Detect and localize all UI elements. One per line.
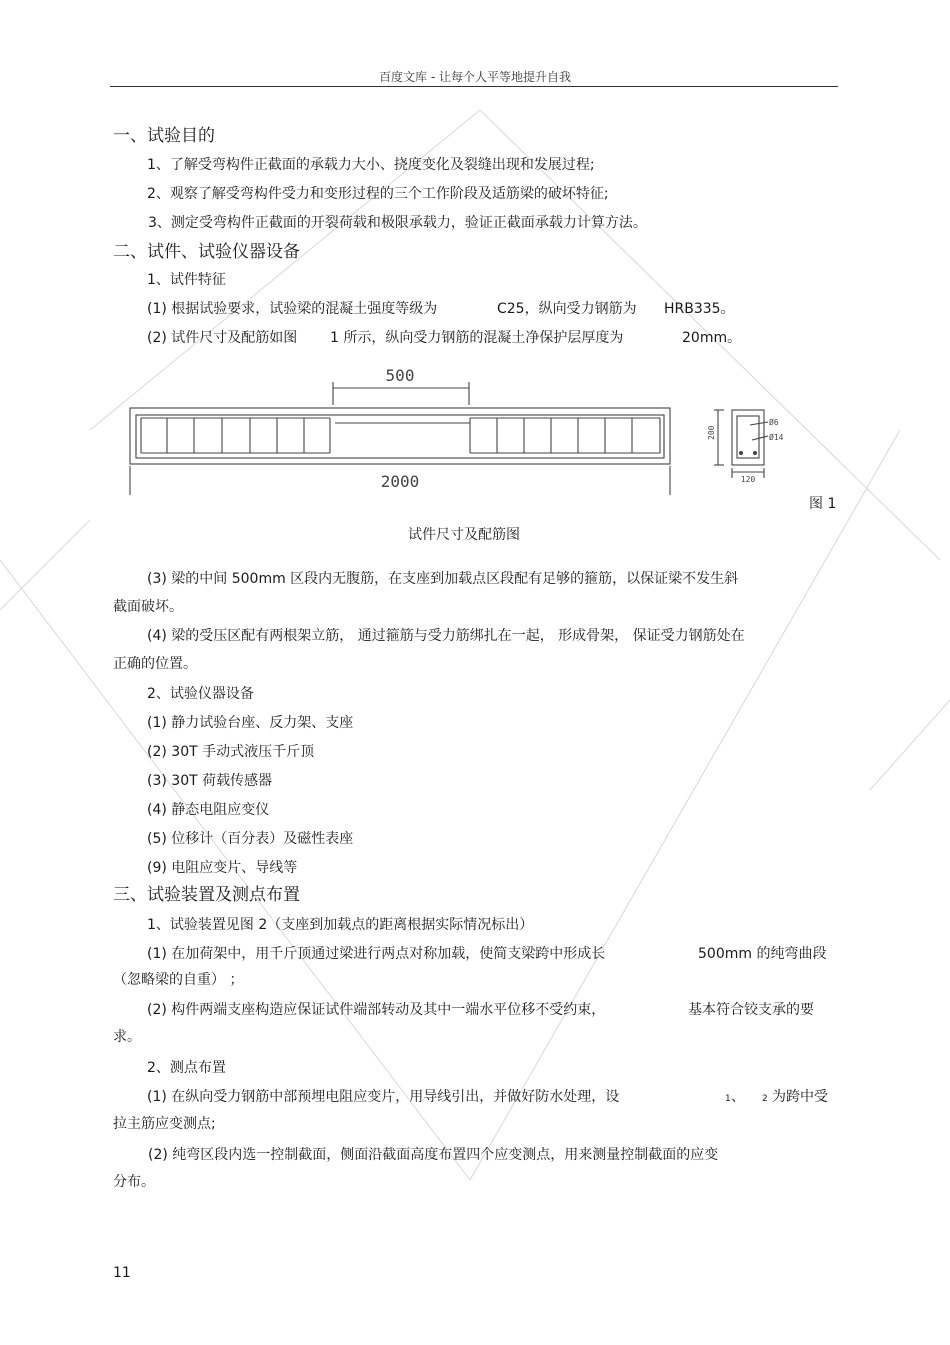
beam-reinforcement-figure bbox=[120, 360, 840, 495]
equip-item-6: (9) 电阻应变片、导线等 bbox=[147, 860, 298, 876]
section-1-title: 一、试验目的 bbox=[113, 126, 215, 146]
dim-120-label: 120 bbox=[740, 475, 756, 484]
s1-item-1: 1、了解受弯构件正截面的承载力大小、挠度变化及裂缝出现和发展过程; bbox=[147, 157, 595, 173]
s3-p3-sep: 、 bbox=[731, 1089, 745, 1105]
figure-label: 图 1 bbox=[809, 496, 837, 512]
header-rule bbox=[110, 86, 838, 87]
equip-item-3: (3) 30T 荷载传感器 bbox=[147, 773, 273, 789]
s3-p1b: 500mm 的纯弯曲段 bbox=[698, 946, 827, 962]
equip-item-2: (2) 30T 手动式液压千斤顶 bbox=[147, 744, 315, 760]
s2-p2b: 1 所示，纵向受力钢筋的混凝土净保护层厚度为 bbox=[330, 330, 624, 346]
s3-p3c: 拉主筋应变测点; bbox=[113, 1116, 216, 1132]
s3-p3b: 为跨中受 bbox=[772, 1089, 828, 1105]
s3-p3-sub2: 2 bbox=[762, 1094, 768, 1104]
stirrup-label: Ø6 bbox=[769, 418, 779, 427]
s2-p1c: HRB335。 bbox=[664, 301, 735, 317]
dim-500-label: 500 bbox=[385, 366, 415, 385]
s2-p1a: (1) 根据试验要求，试验梁的混凝土强度等级为 bbox=[147, 301, 438, 317]
s2-p3a: (3) 梁的中间 500mm 区段内无腹筋，在支座到加载点区段配有足够的箍筋，以保证梁不发生斜 bbox=[147, 571, 739, 587]
s3-p4a: (2) 纯弯区段内选一控制截面，侧面沿截面高度布置四个应变测点，用来测量控制截面的应变 bbox=[148, 1147, 719, 1163]
s3-p3-sub1: 1 bbox=[725, 1094, 731, 1104]
s3-p1a: (1) 在加荷架中，用千斤顶通过梁进行两点对称加载，使简支梁跨中形成长 bbox=[147, 946, 606, 962]
equip-item-5: (5) 位移计（百分表）及磁性表座 bbox=[147, 831, 354, 847]
equip-item-4: (4) 静态电阻应变仪 bbox=[147, 802, 270, 818]
s2-p4b: 正确的位置。 bbox=[113, 656, 197, 672]
s2-sub1: 1、试件特征 bbox=[147, 272, 226, 288]
s1-item-2: 2、观察了解受弯构件受力和变形过程的三个工作阶段及适筋梁的破坏特征; bbox=[147, 186, 609, 202]
page-header: 百度文库 - 让每个人平等地提升自我 bbox=[379, 70, 571, 84]
s3-p2b: 基本符合铰支承的要 bbox=[688, 1002, 814, 1018]
figure-caption: 试件尺寸及配筋图 bbox=[408, 527, 520, 543]
s2-sub2: 2、试验仪器设备 bbox=[147, 686, 254, 702]
page-number: 11 bbox=[113, 1265, 131, 1281]
s2-p1b: C25，纵向受力钢筋为 bbox=[497, 301, 637, 317]
s3-p2a: (2) 构件两端支座构造应保证试件端部转动及其中一端水平位移不受约束， bbox=[147, 1002, 606, 1018]
s3-sub2: 2、测点布置 bbox=[147, 1060, 226, 1076]
dim-200-label: 200 bbox=[707, 425, 716, 440]
section-2-title: 二、试件、试验仪器设备 bbox=[113, 242, 300, 262]
equip-item-1: (1) 静力试验台座、反力架、支座 bbox=[147, 715, 354, 731]
s2-p2c: 20mm。 bbox=[682, 330, 742, 346]
s3-p3a: (1) 在纵向受力钢筋中部预埋电阻应变片，用导线引出，并做好防水处理，设 bbox=[147, 1089, 620, 1105]
dim-2000-label: 2000 bbox=[380, 472, 420, 491]
s2-p4a: (4) 梁的受压区配有两根架立筋， 通过箍筋与受力筋绑扎在一起， 形成骨架， 保证受力钢筋处在 bbox=[147, 628, 745, 644]
s3-p2c: 求。 bbox=[113, 1029, 141, 1045]
bar-label: Ø14 bbox=[769, 433, 784, 442]
section-3-title: 三、试验装置及测点布置 bbox=[113, 885, 300, 905]
s3-p4b: 分布。 bbox=[113, 1174, 155, 1190]
s3-sub1: 1、试验装置见图 2（支座到加载点的距离根据实际情况标出） bbox=[147, 917, 534, 933]
s2-p2a: (2) 试件尺寸及配筋如图 bbox=[147, 330, 298, 346]
s2-p3b: 截面破坏。 bbox=[113, 599, 183, 615]
s1-item-3: 3、测定受弯构件正截面的开裂荷载和极限承载力，验证正截面承载力计算方法。 bbox=[148, 215, 647, 231]
s3-p1c: （忽略梁的自重） ； bbox=[113, 972, 244, 988]
